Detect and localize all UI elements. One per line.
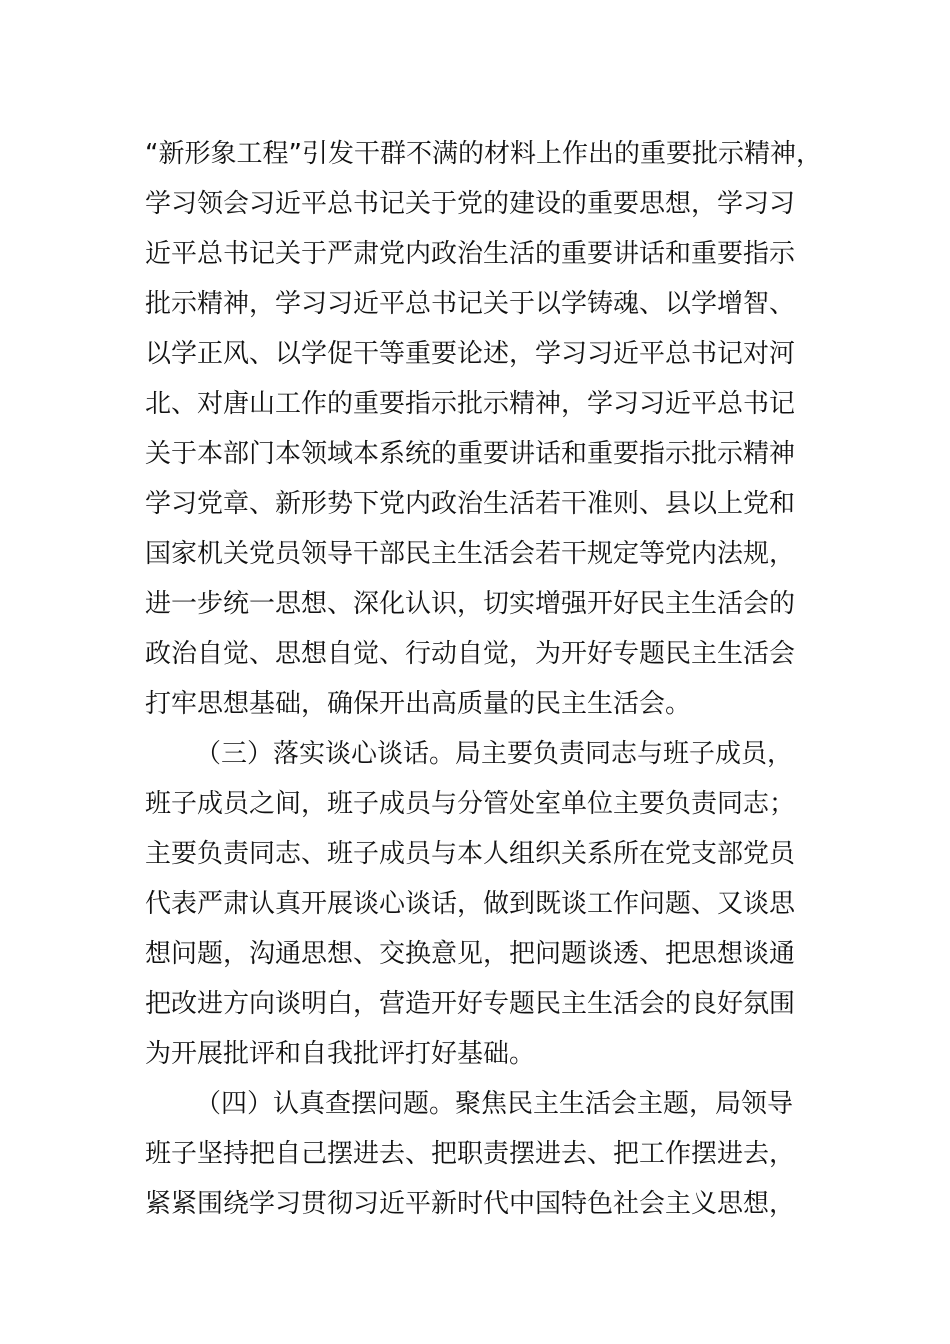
paragraph-start-line: （三）落实谈心谈话。局主要负责同志与班子成员， bbox=[195, 739, 794, 769]
text-line: “新形象工程”引发干群不满的材料上作出的重要批示精神， bbox=[145, 139, 822, 169]
text-line: 北、对唐山工作的重要指示批示精神，学习习近平总书记 bbox=[145, 389, 796, 419]
text-line: 政治自觉、思想自觉、行动自觉，为开好专题民主生活会 bbox=[145, 639, 796, 669]
text-line: 批示精神，学习习近平总书记关于以学铸魂、以学增智、 bbox=[145, 289, 796, 319]
text-line: 关于本部门本领域本系统的重要讲话和重要指示批示精神 bbox=[145, 439, 796, 469]
text-line: 打牢思想基础，确保开出高质量的民主生活会。 bbox=[145, 689, 692, 719]
text-line: 国家机关党员领导干部民主生活会若干规定等党内法规， bbox=[145, 539, 796, 569]
text-line: 近平总书记关于严肃党内政治生活的重要讲话和重要指示 bbox=[145, 239, 796, 269]
text-line: 为开展批评和自我批评打好基础。 bbox=[145, 1039, 536, 1069]
text-line: 学习领会习近平总书记关于党的建设的重要思想，学习习 bbox=[145, 189, 796, 219]
text-line: 以学正风、以学促干等重要论述，学习习近平总书记对河 bbox=[145, 339, 796, 369]
paragraph-start-line: （四）认真查摆问题。聚焦民主生活会主题，局领导 bbox=[195, 1089, 794, 1119]
text-line: 班子成员之间，班子成员与分管处室单位主要负责同志； bbox=[145, 789, 796, 819]
text-line: 主要负责同志、班子成员与本人组织关系所在党支部党员 bbox=[145, 839, 796, 869]
text-line: 把改进方向谈明白，营造开好专题民主生活会的良好氛围 bbox=[145, 989, 796, 1019]
text-line: 想问题，沟通思想、交换意见，把问题谈透、把思想谈通 bbox=[145, 939, 796, 969]
text-line: 紧紧围绕学习贯彻习近平新时代中国特色社会主义思想， bbox=[145, 1189, 796, 1219]
text-line: 班子坚持把自己摆进去、把职责摆进去、把工作摆进去， bbox=[145, 1139, 796, 1169]
text-line: 学习党章、新形势下党内政治生活若干准则、县以上党和 bbox=[145, 489, 796, 519]
text-line: 进一步统一思想、深化认识，切实增强开好民主生活会的 bbox=[145, 589, 796, 619]
text-line: 代表严肃认真开展谈心谈话，做到既谈工作问题、又谈思 bbox=[145, 889, 796, 919]
